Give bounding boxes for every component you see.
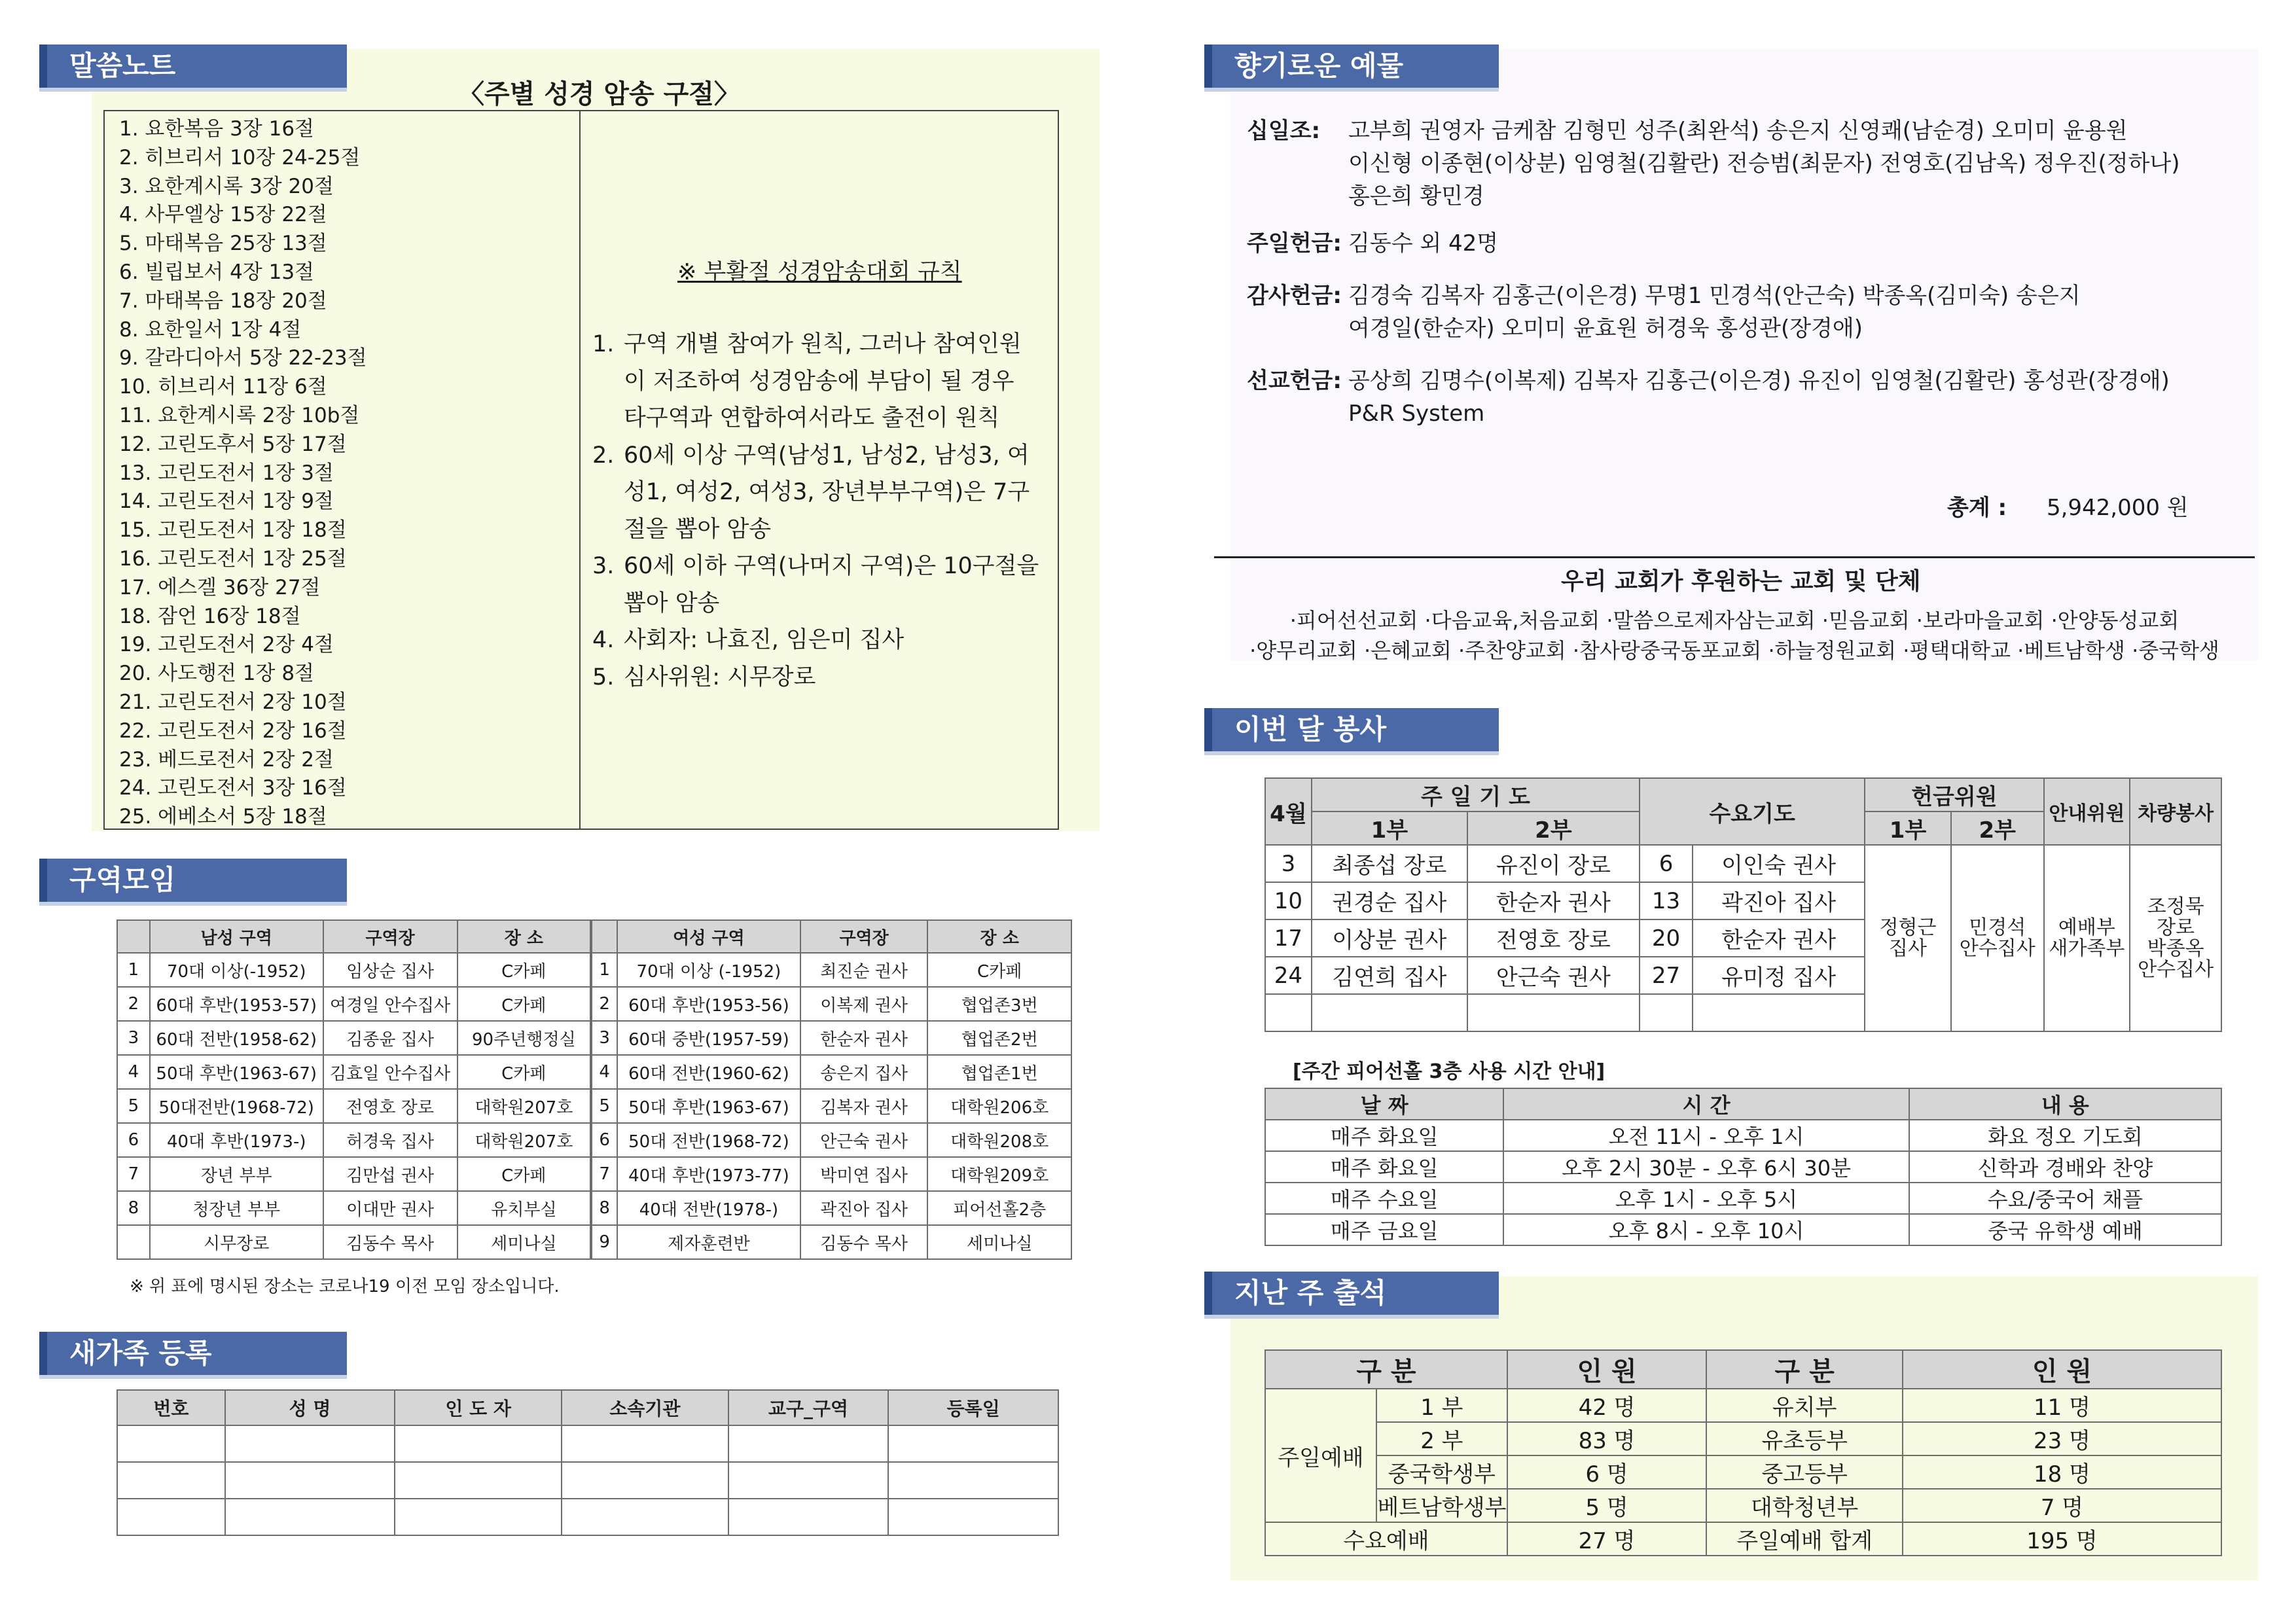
service-guide-header: 안내위원 [2044, 778, 2130, 845]
district-cell: 협업존1번 [927, 1055, 1071, 1089]
district-cell: 김복자 권사 [800, 1089, 928, 1123]
district-cell: C카페 [457, 1055, 592, 1089]
verse-item: 1. 요한복음 3장 16절 [119, 117, 314, 141]
offering-names: 홍은희 황민경 [1348, 183, 1484, 209]
attendance-cell: 83 명 [1507, 1422, 1706, 1455]
attendance-cell: 1 부 [1376, 1389, 1507, 1422]
hall-cell: 오후 1시 - 오후 5시 [1503, 1183, 1909, 1214]
service-offer1-line: 정형근 [1879, 916, 1937, 939]
verse-item: 24. 고린도전서 3장 16절 [119, 776, 347, 800]
attendance-cell: 2 부 [1376, 1422, 1507, 1455]
district-cell: 한순자 권사 [800, 1021, 928, 1055]
newfamily-table [117, 1389, 1059, 1536]
rule-number: 1. [592, 331, 615, 357]
district-cell: 안근숙 권사 [800, 1123, 928, 1157]
rule-line: 60세 이상 구역(남성1, 남성2, 남성3, 여 [624, 442, 1030, 469]
district-header-male: 남성 구역 [150, 920, 323, 953]
district-cell: 대학원208호 [927, 1123, 1071, 1157]
district-cell: 세미나실 [927, 1225, 1071, 1259]
hall-cell: 오전 11시 - 오후 1시 [1503, 1120, 1909, 1151]
district-cell: 2 [591, 987, 617, 1021]
rule-number: 3. [592, 553, 615, 579]
verse-item: 14. 고린도전서 1장 9절 [119, 490, 334, 514]
hall-title: [주간 피어선홀 3층 사용 시간 안내] [1293, 1060, 1605, 1083]
verse-box [103, 110, 1059, 830]
service-cell: 24 [1265, 957, 1312, 994]
district-cell: 제자훈련반 [617, 1225, 800, 1259]
service-cell: 최종섭 장로 [1312, 845, 1467, 882]
table-row [1265, 1214, 2221, 1245]
table-row [117, 987, 1071, 1021]
district-cell: 7 [117, 1157, 150, 1191]
verse-subtitle: 〈주별 성경 암송 구절〉 [458, 79, 740, 109]
service-cell: 김연희 집사 [1312, 957, 1467, 994]
verse-item: 20. 사도행전 1장 8절 [119, 662, 314, 686]
table-row [1265, 1522, 2221, 1556]
district-cell: 50대전반(1968-72) [150, 1089, 323, 1123]
newfamily-header-cell: 인 도 자 [395, 1390, 562, 1425]
attendance-cell: 대학청년부 [1706, 1489, 1903, 1522]
service-cell: 3 [1265, 845, 1312, 882]
district-note: ※ 위 표에 명시된 장소는 코로나19 이전 모임 장소입니다. [130, 1277, 560, 1296]
attendance-cell: 27 명 [1507, 1522, 1706, 1556]
district-header-place: 장 소 [457, 920, 592, 953]
offering-names: 고부희 권영자 금케참 김형민 성주(최완석) 송은지 신영쾌(남순경) 오미미 윤용원 [1348, 118, 2128, 144]
district-cell: C카페 [457, 1157, 592, 1191]
hall-cell: 매주 금요일 [1265, 1214, 1503, 1245]
verse-item: 23. 베드로전서 2장 2절 [119, 747, 334, 772]
verse-item: 6. 빌립보서 4장 13절 [119, 260, 314, 284]
service-cell: 20 [1640, 919, 1693, 957]
attendance-cell: 11 명 [1903, 1389, 2221, 1422]
rule-item [592, 437, 1050, 548]
service-cell: 곽진아 집사 [1693, 882, 1865, 919]
rule-line: 타구역과 연합하여서라도 출전이 원칙 [624, 405, 1000, 431]
district-cell: 5 [117, 1089, 150, 1123]
district-cell: 시무장로 [150, 1225, 323, 1259]
total-label: 총계 : [1947, 495, 2007, 521]
district-cell: 협업존3번 [927, 987, 1071, 1021]
district-cell: C카페 [457, 987, 592, 1021]
district-cell: 김동수 목사 [800, 1225, 928, 1259]
hall-cell: 화요 정오 기도회 [1909, 1120, 2221, 1151]
verse-item: 12. 고린도후서 5장 17절 [119, 432, 347, 456]
verse-item: 11. 요한계시록 2장 10b절 [119, 403, 360, 427]
attendance-cell: 7 명 [1903, 1489, 2221, 1522]
district-cell: 40대 후반(1973-77) [617, 1157, 800, 1191]
service-o2-header: 2부 [1951, 812, 2044, 845]
district-cell: 대학원206호 [927, 1089, 1071, 1123]
service-cell: 안근숙 권사 [1467, 957, 1640, 994]
district-cell: 3 [591, 1021, 617, 1055]
district-cell: C카페 [457, 953, 592, 987]
rule-line: 절을 뽑아 암송 [624, 516, 772, 543]
district-cell: 허경욱 집사 [323, 1123, 457, 1157]
rule-item [592, 622, 1050, 659]
district-cell: 곽진아 집사 [800, 1191, 928, 1225]
district-cell: 이대만 권사 [323, 1191, 457, 1225]
service-offer2-cell [1951, 845, 2044, 1031]
district-cell: 협업존2번 [927, 1021, 1071, 1055]
service-cell: 6 [1640, 845, 1693, 882]
hall-cell: 중국 유학생 예배 [1909, 1214, 2221, 1245]
verse-item: 2. 히브리서 10장 24-25절 [119, 145, 361, 169]
service-guide-line: 예배부 [2058, 916, 2115, 939]
offering-names: P&R System [1348, 401, 1485, 427]
service-wed-header: 수요기도 [1640, 778, 1865, 845]
district-cell: 여경일 안수집사 [323, 987, 457, 1021]
district-cell: 50대 후반(1963-67) [150, 1055, 323, 1089]
hall-cell: 오후 2시 30분 - 오후 6시 30분 [1503, 1151, 1909, 1183]
attendance-table [1265, 1349, 2222, 1556]
offering-group [1247, 227, 2229, 260]
service-car-line: 조정묵 [2147, 895, 2204, 918]
word-note-header: 말씀노트 [39, 45, 347, 88]
district-cell: 피어선홀2층 [927, 1191, 1071, 1225]
attendance-cell: 중고등부 [1706, 1455, 1903, 1489]
hall-cell: 오후 8시 - 오후 10시 [1503, 1214, 1909, 1245]
service-car-cell [2130, 845, 2221, 1031]
offering-group [1247, 115, 2229, 213]
service-cell: 17 [1265, 919, 1312, 957]
offering-label: 감사헌금: [1247, 283, 1342, 309]
district-cell: 유치부실 [457, 1191, 592, 1225]
district-cell: 40대 후반(1973-) [150, 1123, 323, 1157]
rules-list [592, 326, 1050, 696]
district-cell: 70대 이상 (-1952) [617, 953, 800, 987]
district-cell: 대학원207호 [457, 1089, 592, 1123]
support-lines [1230, 605, 2238, 666]
attendance-cell: 5 명 [1507, 1489, 1706, 1522]
rule-item [592, 548, 1050, 622]
table-row [1265, 845, 2221, 882]
service-p2-header: 2부 [1467, 812, 1640, 845]
table-row [117, 1157, 1071, 1191]
verse-item: 25. 에베소서 5장 18절 [119, 805, 327, 829]
district-cell: 1 [117, 953, 150, 987]
verse-item: 21. 고린도전서 2장 10절 [119, 690, 347, 714]
support-title: 우리 교회가 후원하는 교회 및 단체 [1561, 568, 1921, 595]
table-row [117, 1123, 1071, 1157]
district-cell: 대학원209호 [927, 1157, 1071, 1191]
attendance-cell: 6 명 [1507, 1455, 1706, 1489]
newfamily-header: 새가족 등록 [39, 1332, 347, 1375]
newfamily-header-cell: 성 명 [225, 1390, 395, 1425]
rule-line: 성1, 여성2, 여성3, 장년부부구역)은 7구 [624, 479, 1030, 505]
service-month: 4월 [1265, 778, 1312, 845]
service-guide-cell [2044, 845, 2130, 1031]
offering-names: 여경일(한순자) 오미미 윤효원 허경욱 홍성관(장경애) [1348, 315, 1863, 342]
support-line: ·양무리교회 ·은혜교회 ·주찬양교회 ·참사랑중국동포교회 ·하늘정원교회 ·평택대학교 ·베트남학생 ·중국학생 [1249, 638, 2219, 663]
rule-number: 4. [592, 627, 615, 653]
attendance-cell: 유초등부 [1706, 1422, 1903, 1455]
table-row [1265, 1183, 2221, 1214]
service-offer2-line: 민경석 [1969, 916, 2026, 939]
service-p1-header: 1부 [1312, 812, 1467, 845]
table-row [1265, 1455, 2221, 1489]
district-cell: 청장년 부부 [150, 1191, 323, 1225]
district-cell: 60대 후반(1953-56) [617, 987, 800, 1021]
district-cell: 김종윤 집사 [323, 1021, 457, 1055]
district-cell: 6 [117, 1123, 150, 1157]
service-cell: 27 [1640, 957, 1693, 994]
district-cell: 최진순 권사 [800, 953, 928, 987]
service-cell: 유진이 장로 [1467, 845, 1640, 882]
district-cell: C카페 [927, 953, 1071, 987]
district-cell: 1 [591, 953, 617, 987]
table-row [1265, 1151, 2221, 1183]
table-row [117, 1021, 1071, 1055]
verse-item: 19. 고린도전서 2장 4절 [119, 633, 334, 657]
att-h-type2: 구 분 [1706, 1350, 1903, 1389]
district-cell: 이복제 권사 [800, 987, 928, 1021]
hall-cell: 매주 화요일 [1265, 1120, 1503, 1151]
district-cell: 대학원207호 [457, 1123, 592, 1157]
district-cell: 9 [591, 1225, 617, 1259]
district-cell: 장년 부부 [150, 1157, 323, 1191]
hall-cell: 신학과 경배와 찬양 [1909, 1151, 2221, 1183]
district-cell: 60대 중반(1957-59) [617, 1021, 800, 1055]
hall-header-cell: 날 짜 [1265, 1088, 1503, 1120]
district-header-place-f: 장 소 [927, 920, 1071, 953]
service-offer1-line: 집사 [1889, 936, 1928, 960]
rule-line: 60세 이하 구역(나머지 구역)은 10구절을 [624, 553, 1039, 579]
offering-names: 이신형 이종현(이상분) 임영철(김활란) 전승범(최문자) 전영호(김남옥) 정우진(정하나) [1348, 151, 2180, 177]
hall-cell: 매주 화요일 [1265, 1151, 1503, 1183]
att-h-count2: 인 원 [1903, 1350, 2221, 1389]
attendance-group-label: 주일예배 [1265, 1389, 1376, 1522]
rule-number: 2. [592, 442, 615, 469]
att-h-count1: 인 원 [1507, 1350, 1706, 1389]
attendance-cell: 유치부 [1706, 1389, 1903, 1422]
rules-title: ※ 부활절 성경암송대회 규칙 [677, 259, 962, 285]
district-header: 구역모임 [39, 859, 347, 902]
district-cell: 90주년행정실 [457, 1021, 592, 1055]
hall-header-cell: 내 용 [1909, 1088, 2221, 1120]
service-car-line: 안수집사 [2138, 957, 2214, 981]
district-cell: 3 [117, 1021, 150, 1055]
newfamily-header-cell: 교구_구역 [728, 1390, 889, 1425]
verse-item: 3. 요한계시록 3장 20절 [119, 174, 334, 198]
table-row [1265, 1489, 2221, 1522]
rule-line: 이 저조하여 성경암송에 부담이 될 경우 [624, 368, 1014, 395]
service-cell: 한순자 권사 [1467, 882, 1640, 919]
offering-names: 공상희 김명수(이복제) 김복자 김홍근(이은경) 유진이 임영철(김활란) 홍성관(장경애) [1348, 368, 2170, 394]
verse-item: 15. 고린도전서 1장 18절 [119, 518, 347, 543]
district-cell: 70대 이상(-1952) [150, 953, 323, 987]
rule-line: 뽑아 암송 [624, 590, 720, 616]
district-cell: 7 [591, 1157, 617, 1191]
attendance-cell: 베트남학생부 [1376, 1489, 1507, 1522]
service-car-header: 차량봉사 [2130, 778, 2221, 845]
verse-item: 8. 요한일서 1장 4절 [119, 317, 302, 342]
offering-label: 십일조: [1247, 118, 1321, 144]
service-guide-line: 새가족부 [2049, 936, 2125, 960]
table-row [117, 1191, 1071, 1225]
district-header-leader-f: 구역장 [800, 920, 928, 953]
service-cell: 유미정 집사 [1693, 957, 1865, 994]
offering-total [1947, 490, 2189, 522]
district-cell: 8 [117, 1191, 150, 1225]
district-cell: 세미나실 [457, 1225, 592, 1259]
offering-group [1247, 365, 2229, 430]
attendance-cell: 18 명 [1903, 1455, 2221, 1489]
district-cell: 8 [591, 1191, 617, 1225]
service-offer-header: 헌금위원 [1865, 778, 2043, 812]
newfamily-header-cell: 소속기관 [562, 1390, 728, 1425]
attendance-cell: 195 명 [1903, 1522, 2221, 1556]
district-cell: 4 [117, 1055, 150, 1089]
district-cell: 60대 후반(1953-57) [150, 987, 323, 1021]
hall-header-cell: 시 간 [1503, 1088, 1909, 1120]
service-cell: 13 [1640, 882, 1693, 919]
hall-cell: 수요/중국어 채플 [1909, 1183, 2221, 1214]
attendance-cell: 23 명 [1903, 1422, 2221, 1455]
district-cell: 5 [591, 1089, 617, 1123]
service-cell: 이인숙 권사 [1693, 845, 1865, 882]
rule-item [592, 659, 1050, 696]
rule-line: 구역 개별 참여가 원칙, 그러나 참여인원 [624, 331, 1022, 357]
verse-item: 7. 마태복음 18장 20절 [119, 289, 327, 313]
rule-line: 심사위원: 시무장로 [624, 664, 816, 690]
district-cell: 6 [591, 1123, 617, 1157]
table-row [117, 953, 1071, 987]
table-row [117, 1225, 1071, 1259]
service-cell: 이상분 권사 [1312, 919, 1467, 957]
district-cell: 임상순 집사 [323, 953, 457, 987]
verse-item: 17. 에스겔 36장 27절 [119, 575, 321, 599]
service-sunday-header: 주 일 기 도 [1312, 778, 1640, 812]
service-cell: 권경순 집사 [1312, 882, 1467, 919]
offering-label: 선교헌금: [1247, 368, 1342, 394]
district-cell: 40대 전반(1978-) [617, 1191, 800, 1225]
verse-item: 16. 고린도전서 1장 25절 [119, 546, 347, 571]
district-cell: 50대 후반(1963-67) [617, 1089, 800, 1123]
district-cell: 송은지 집사 [800, 1055, 928, 1089]
offering-label: 주일헌금: [1247, 230, 1342, 257]
district-cell: 4 [591, 1055, 617, 1089]
offering-names: 김경숙 김복자 김홍근(이은경) 무명1 민경석(안근숙) 박종옥(김미숙) 송은지 [1348, 283, 2081, 309]
attendance-header: 지난 주 출석 [1204, 1272, 1499, 1315]
district-header-leader: 구역장 [323, 920, 457, 953]
district-cell: 전영호 장로 [323, 1089, 457, 1123]
attendance-cell: 42 명 [1507, 1389, 1706, 1422]
verse-item: 22. 고린도전서 2장 16절 [119, 719, 347, 743]
offering-group [1247, 279, 2229, 345]
service-cell: 10 [1265, 882, 1312, 919]
rule-item [592, 326, 1050, 437]
verse-divider [579, 111, 581, 829]
offering-list [1247, 115, 2229, 430]
verse-item: 10. 히브리서 11장 6절 [119, 375, 327, 399]
table-row [1265, 1389, 2221, 1422]
service-offer2-line: 안수집사 [1959, 936, 2036, 960]
table-row [1265, 1422, 2221, 1455]
district-cell: 김만섭 권사 [323, 1157, 457, 1191]
newfamily-header-cell: 번호 [117, 1390, 225, 1425]
verse-item: 13. 고린도전서 1장 3절 [119, 461, 334, 485]
attendance-cell: 수요예배 [1265, 1522, 1507, 1556]
verse-item: 4. 사무엘상 15장 22절 [119, 203, 327, 227]
rule-number: 5. [592, 664, 615, 690]
district-table [117, 919, 1072, 1260]
service-offer1-cell [1865, 845, 1951, 1031]
offering-names: 김동수 외 42명 [1348, 230, 1499, 257]
hall-table [1265, 1088, 2222, 1246]
district-cell: 김동수 목사 [323, 1225, 457, 1259]
district-cell: 박미연 집사 [800, 1157, 928, 1191]
service-car-line: 박종옥 [2147, 936, 2204, 960]
district-header-female: 여성 구역 [617, 920, 800, 953]
rule-line: 사회자: 나효진, 임은미 집사 [624, 627, 905, 653]
attendance-cell: 주일예배 합계 [1706, 1522, 1903, 1556]
offering-rule [1214, 556, 2255, 558]
total-value: 5,942,000 원 [2046, 495, 2189, 521]
newfamily-header-cell: 등록일 [888, 1390, 1058, 1425]
service-cell: 한순자 권사 [1693, 919, 1865, 957]
district-cell: 50대 전반(1968-72) [617, 1123, 800, 1157]
att-h-type1: 구 분 [1265, 1350, 1507, 1389]
service-cell: 전영호 장로 [1467, 919, 1640, 957]
support-line: ·피어선선교회 ·다음교육,처음교회 ·말씀으로제자삼는교회 ·믿음교회 ·보라마을교회 ·안양동성교회 [1289, 608, 2179, 633]
hall-cell: 매주 수요일 [1265, 1183, 1503, 1214]
district-cell: 60대 전반(1960-62) [617, 1055, 800, 1089]
offering-header: 향기로운 예물 [1204, 45, 1499, 88]
district-cell: 김효일 안수집사 [323, 1055, 457, 1089]
table-row [117, 1089, 1071, 1123]
service-o1-header: 1부 [1865, 812, 1951, 845]
service-car-line: 장로 [2157, 916, 2195, 939]
verse-item: 18. 잠언 16장 18절 [119, 604, 301, 628]
service-header: 이번 달 봉사 [1204, 708, 1499, 751]
table-row [1265, 1120, 2221, 1151]
attendance-cell: 중국학생부 [1376, 1455, 1507, 1489]
district-cell: 60대 전반(1958-62) [150, 1021, 323, 1055]
service-table [1265, 777, 2222, 1032]
table-row [117, 1055, 1071, 1089]
verse-item: 5. 마태복음 25장 13절 [119, 232, 327, 256]
district-cell [117, 1225, 150, 1259]
district-cell: 2 [117, 987, 150, 1021]
verse-item: 9. 갈라디아서 5장 22-23절 [119, 346, 367, 370]
